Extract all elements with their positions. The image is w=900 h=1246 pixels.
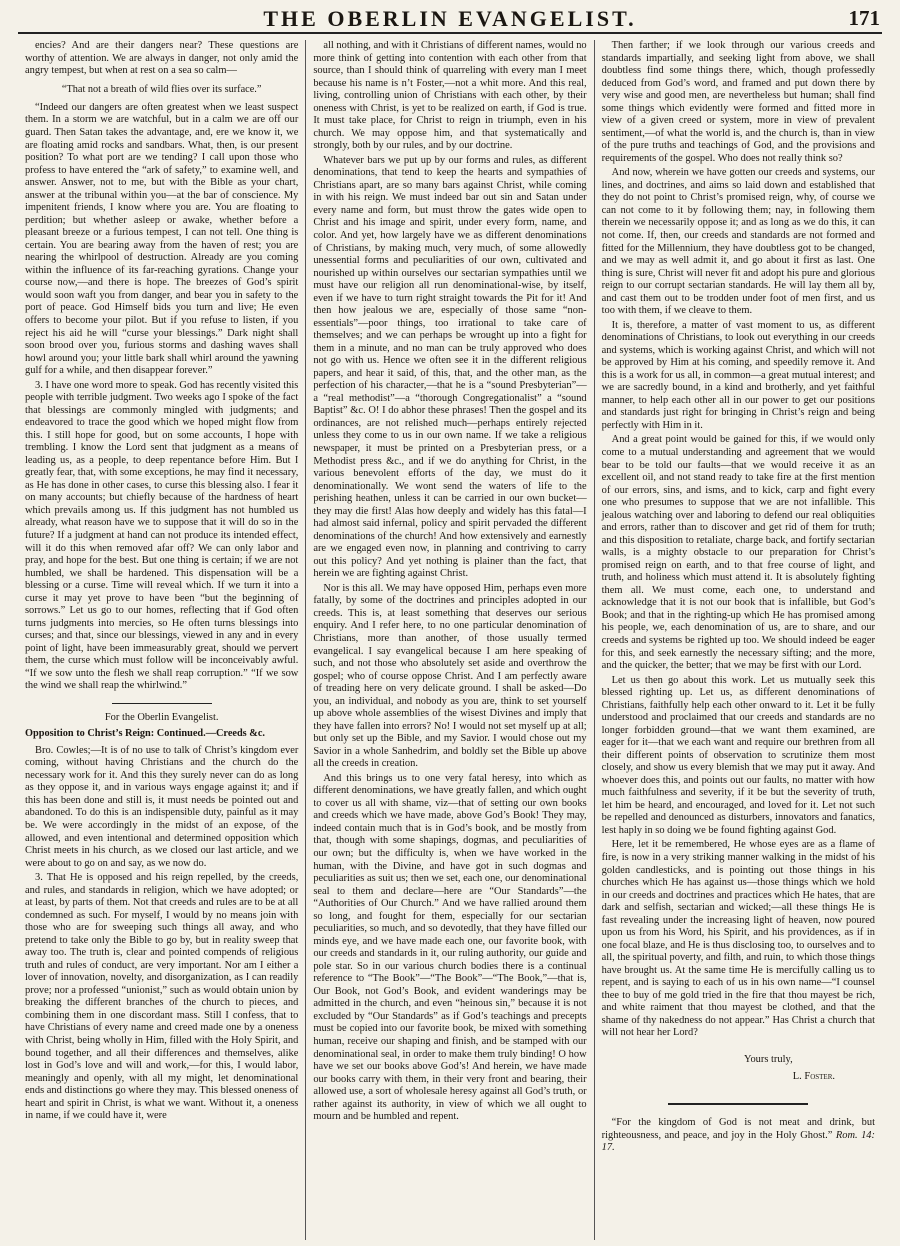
- paragraph: all nothing, and with it Christians of different names, would no more think of getting into contention with each other from that source, than I should think of quarreling with every man I meet because his name is n’t Foster,—not a whit more. And this real, living, controlling union of Christians with each other, by their oneness with Christ, is yet to be realized on earth, if God is true. It must take place, for Christ to reign in triumph, even in his church. We may oppose him, and that systematically and strongly, both by our rules, and by our doctrine.: [313, 40, 587, 152]
- paragraph: 3. That He is opposed and his reign repelled, by the creeds, and rules, and standards in religion, which we have adopted; or at least, by parts of them. Not that creeds and rules are to be at all condemned as such. For myself, I would by no means join with those who are for sweeping such things all away, and who pretend to take only the Bible to go by, but in reality sweep that away too. The truth is, clear and pointed compends of religious truth and rules of conduct, are very important. Nor am I either a lover of innovation, novelty, and disorganization, as I can readily prove; nor a professed “unionist,” such as would obtain union by breaking the different branches of the church to pieces, and combining them in one discordant mass. Still I confess, that to have Christians of every name and creed made one by a oneness with Christ, being wholly in Him, filled with the Holy Spirit, and bound together, and all their differences and themselves, alike lost in God’s love and will and work,—for this, I would labor, meaningly and openly, with all my might, let denominational ends and distinctions go where they may. This blessed oneness of heart and spirit in Christ, is what we want. Without it, a oneness in name, if we could have it, were: [25, 872, 299, 1122]
- paragraph: Let us then go about this work. Let us mutually seek this blessed righting up. Let us, as different denominations of Christians, faithfully help each other onward to it. Let it be fully understood and proclaimed that our creeds and standards are no longer forbidden ground—that we want them examined, are eager for it—that we each want and require our brethren from all their different points of observation to scrutinize them most closely, and show us every blemish that we may put it away. And whoever does this, and points out our faults, no matter with how much faithfulness and severity, if it be but the severity of truth, let him be heard, and encouraged, and loved for it. Let not such be repelled and denounced as disturbers, innovators and fanatics, lest haply in so doing we be found fighting against God.: [601, 674, 875, 836]
- paragraph: It is, therefore, a matter of vast moment to us, as different denominations of Christians, to look out everything in our creeds and systems, which is working against Christ, and which will not be approved by Him at his coming, and speedily remove it. And this is a work for us all, in common—a great mutual interest; and we are sacredly bound, in a kind and brotherly, and yet faithful manner, to help each other all in our power to get our positions and standards just right for bringing in Christ’s reign and being perfectly with Him in it.: [601, 319, 875, 431]
- paragraph: Then farther; if we look through our various creeds and standards impartially, and seeking light from above, we shall doubtless find some things there, which, though professedly deduced from God’s word, and framed and put down there by very wise and good men, are nevertheless but human; shall find some things which evidently were formed and fitted more in view of a given creed or system, more in view of prevalent sentiment,—of what the world is, and the church is, than in view of the pure truths and teachings of God, and the provisions and requirements of the gospel. Who does not really think so?: [601, 40, 875, 164]
- paragraph: 3. I have one word more to speak. God has recently visited this people with terrible judgment. Two weeks ago I spoke of the fact that blessings are commonly mingled with judgments; and endeavored to trace the good which we hoped might flow from this. I still hope for good, but on some accounts, I hope with trembling. I know the Lord sent that judgment as a means of leading us, as a people, to deep repentance before Him. But I greatly fear, that, with some exceptions, he may find it necessary, as He has done in other cases, to curse this blessing also. I fear it on many accounts; but chiefly because of the hardness of heart which prevails among us. If this judgment has not humbled us already, what reason have we to suppose that it will do so in the future? If a judgment at hand can not produce its intended effect, will it do this when removed afar off? We can only labor and pray, and hope for the best. But one thing is certain; if we are not humbled, we shall be hardened. This dispensation will be a blessing or a curse. Time will reveal which. If we turn it into a curse it may yet prove to have been “but the beginning of sorrows.” Let us go to our homes, reflecting that if God often turns judgments into mercies, so He often turns blessings into curses; and that, since our blessings, viewed in any and in every point of light, have been immeasurably great, should we pervert them, the curse which must follow will be inconceivably awful. “If we sow unto the flesh we shall reap corruption.” “If we sow the wind we shall reap the whirlwind.”: [25, 379, 299, 692]
- letter-signoff: Yours truly,: [743, 1053, 793, 1065]
- scripture-quote: [602, 1117, 875, 1155]
- paragraph: Bro. Cowles;—It is of no use to talk of Christ’s kingdom ever coming, without having Christians and the church do the necessary work for it. And this they surely never can do as long as they oppose it, and in various ways engage against it; and if this has been done and still is, it must needs be pointed out and abandoned. To do this is an indispensible duty, painful as it may be. We were accordingly in the midst of an expose, of the allowed, and even intentional and determined opposition which Christ meets in his church, as we closed our last article, and we were about to go on and say, as we now do.: [25, 744, 299, 869]
- page-header: [18, 4, 882, 34]
- paragraph: Nor is this all. We may have opposed Him, perhaps even more fatally, by some of the doctrines and principles adopted in our creeds. This is, at least something that deserves our serious enquiry. And I refer here, to no one particular denomination of Christians, more than another, of those usually termed evangelical. I say evangelical because I am here speaking of such, and not those who absolutely set aside and overthrow the gospel; who of course oppose Christ. And I am perfectly aware of treading here on very delicate ground. I shall be asked—Do you, an individual, and nobody as you are, think to set yourself up above whole assemblies of the wisest Divines and imply that they have fallen into errors? No! I would not set myself up at all; but only set up the Bible, and my Savior. I would chose out my Savior in a whole Sanhedrim, and boldly set the Bible up above all the creeds in creation.: [313, 582, 587, 770]
- paragraph: And now, wherein we have gotten our creeds and systems, our lines, and doctrines, and aims so laid down and established that they do not point to Christ’s promised reign, why, of course we can not come to it by following them; nay, in following them therein we necessarily oppose it; and as long as we do this, it can not come. If, then, our creeds and standards are not formed and fitted for the Millennium, they have doubtless got to be changed, and we may as well admit it, and go about it first as last. One thing is sure, Christ will never fit and adopt his pure and glorious reign to our corrupt sectarian standards. He will lay them all by, and cast them out to be trodden under foot of men first, and us too with them, if we cleave to them.: [601, 167, 875, 317]
- masthead-title: THE OBERLIN EVANGELIST.: [263, 6, 637, 31]
- section-divider: [668, 1103, 808, 1105]
- paragraph: “Indeed our dangers are often greatest when we least suspect them. In a storm we are watchful, but in a calm we are off our guard. Then Satan takes the advantage, and, ere we know it, we are floating amid rocks and sandbars. What, then, is our present position? To what port are we tending? I call upon those who profess to have entered the “ark of safety,” to examine well, and answer. Answer, not to me, but with the Bible as your chart, answer at the tribunal within you—at the bar of conscience. My impenitent friends, I know where you are. You are floating to perdition; but whether asleep or awake, whether before a pleasant breeze or a furious tempest, I can not tell. One thing is certain. You are bearing away from the haven of rest; you are nearing the whirlpool of destruction. Already are you coming within the influence of its far-reaching gyrations. Change your course now,—and there is hope. The breezes of God’s spirit would soon waft you from danger, and bear you in safety to the port of peace. God Himself bids you turn and live; He even offers to become your pilot. But if you refuse to listen, if you reject his aid he will “curse your blessings.” Dark night shall soon brood over you, furious storms and dashing waves shall howl around you; your little bark shall whirl around the yawning gulf for a while, and then disappear forever.”: [25, 101, 299, 377]
- paragraph: Here, let it be remembered, He whose eyes are as a flame of fire, is now in a very striking manner walking in the midst of his golden candlesticks, and is pointing out those things in his churches which He has against us—those things which we hold in our creeds and doctrines and practices which He hates, that are dark and selfish, sectarian and wicked;—all these things He is fast revealing under the increasing light of heaven, now poured upon us from his Word, his Spirit, and his providences, as if in one focal blaze, and He is thus disclosing too, to ourselves and to all, the spiritual poverty, and filth, and ruin, to which those things have brought us. At the same time He is mercifully calling us to repent, and is saying to each of us in his own name—“I counsel thee to buy of me gold tried in the fire that thou mayest be rich, and white raiment that thou mayest be clothed, and that the shame of thy nakedness do not appear.” Has Christ a church that will not hear her Lord?: [601, 839, 875, 1039]
- paragraph: encies? And are their dangers near? These questions are worthy of attention. We are always in danger, not only amid the angry tempest, but when at rest on a sea so calm—: [25, 40, 299, 77]
- paragraph: Whatever bars we put up by our forms and rules, as different denominations, that tend to keep the hearts and sympathies of Christians apart, are so many bars against Christ, while coming in with his reign. We must indeed bar out sin and Satan under every name and form, but must throw the gates wide open to Christ and his image and spirit, under every form, name, and color. And yet, how largely have we as different denominations of Christians, by making much, very much, of some allowedly unessential forms and peculiarities of our own, cultivated and nourished up within ourselves our sectarian sympathies until we must have our religion all run denominational-wise, by itself, even if we have to turn right straight towards the Pit for it! And then how jealous we are, especially of those same “non-essentials”—poor things, too irrational to take care of themselves; and we can perhaps be wrought up into a fight for them in a minute, and no man can be truly approved who does not go with us. Hence we often see it in the different religious papers, and hear it said, of this, that, and the other man, as the perfection of his character,—that he is a “sound Presbyterian”—a “real methodist”—a “thorough Congregationalist” a “sound Baptist” &c. O! I do abhor these phrases! Then the gospel and its ordinances, are not relished much—perhaps entirely rejected unless they come to us in our own name. If we take a religious newspaper, it must be printed on a Presbyterian press, or a Methodist press &c., and if we do anything for Christ, in the various benevolent efforts of the day, we must do it denominationally. We wont send the waters of life to the perishing heathen, unless it can be carried in our own bucket—they may die first! Alas how deeply and widely has this fatal—I had almost said infernal, policy and spirit pervaded the different denominations of the church! And how extensively and earnestly are we engaged even now, in planning and contriving to carry out this policy? And yet nothing is plainer than the fact, that herein we are fighting against Christ.: [313, 154, 587, 580]
- paragraph: And a great point would be gained for this, if we would only come to a mutual understanding and agreement that we would bear to be told our faults—that we would receive it as an excellent oil, and not stand ready to take fire at the first mention of our errors, sins, and isms, and to kick, carp and fight every one who presumes to suppose that we are not infallible. This jealous watching over and laboring to defend our real obliquities and errors, rather than to discover and get rid of them for truth; and this disposition to retaliate, charge back, and fortify sectarian walls, is a mighty obstacle to our preparation for Christ’s promised reign on earth, and to that free course of light, and truth, and holiness which must attend it. It is absolutely fighting them all. We must come, each one, to understand and acknowledge that it is not our book that is infallible, but God’s Book; and that in the righting-up which He has promised among his people, we, each denomination of us, are to share, and our creeds and systems be righted up too. We should indeed be eager for this, and seek earnestly the necessary sifting; and the more, and the quicker, the better; that we may be first with our Lord.: [601, 434, 875, 672]
- column-middle: [305, 40, 593, 1240]
- poetic-quote: “That not a breath of wild flies over its surface.”: [61, 83, 262, 95]
- column-left: [18, 40, 305, 1240]
- scripture-text: “For the kingdom of God is not meat and drink, but righteousness, and peace, and joy in the Holy Ghost.”: [601, 1117, 875, 1141]
- scripture-reference: Rom. 14: 17.: [601, 1129, 875, 1154]
- paragraph: And this brings us to one very fatal heresy, into which as different denominations, we have greatly fallen, and which ought to cover us all with shame, viz—that of setting our own books and creeds which we have made, above God’s Book! They may, indeed contain much that is in God’s book, and be mostly from that, though with some shapings, dogmas, and peculiarities of our own; but the difficulty is, when we have worked in the human, with the Divine, and have got in such dogmas and peculiarities as suit us; then we set, each one, our denominational seal to them and declare—here are “Our Standards”—the “Authorities of Our Church.” And we have rallied around them so long, and fought for them, especially for our sectarian peculiarities, so much, and so devotedly, that they have filled our minds eye, and we have made each one, our favorite book, with our creeds and standards in it, our ruling authority, our guide and pole star. So in our various church bodies there is a continual reference to “The Book”—“The Book”—“The Book,”—that is, Our Book, not God’s Book, and evident wanderings may be admitted in the church, and even “heinous sin,” because it is not excluded by “Our Standards” as if God’s teachings and precepts must be copied into our favorite book, be mixed with something human, receive our shaping and finish, and be stamped with our denominational seal, in order to make them truly binding! O how have we set our books above God’s! And herein, we have made our books carry with them, in their very front and bearing, their allowed use, a sort of wholesale heresy against all God’s truth, or rather against its authority, in view of which we all ought to mourn and be humbled and repent.: [313, 772, 587, 1123]
- section-divider: [112, 703, 212, 704]
- author-signature: L. Foster.: [792, 1070, 835, 1082]
- page-number: 171: [848, 6, 880, 30]
- text-columns: [18, 40, 882, 1240]
- column-right: [594, 40, 882, 1240]
- article-headline: Opposition to Christ’s Reign: Continued.—Creeds &c.: [25, 728, 265, 740]
- article-dateline: For the Oberlin Evangelist.: [104, 711, 219, 723]
